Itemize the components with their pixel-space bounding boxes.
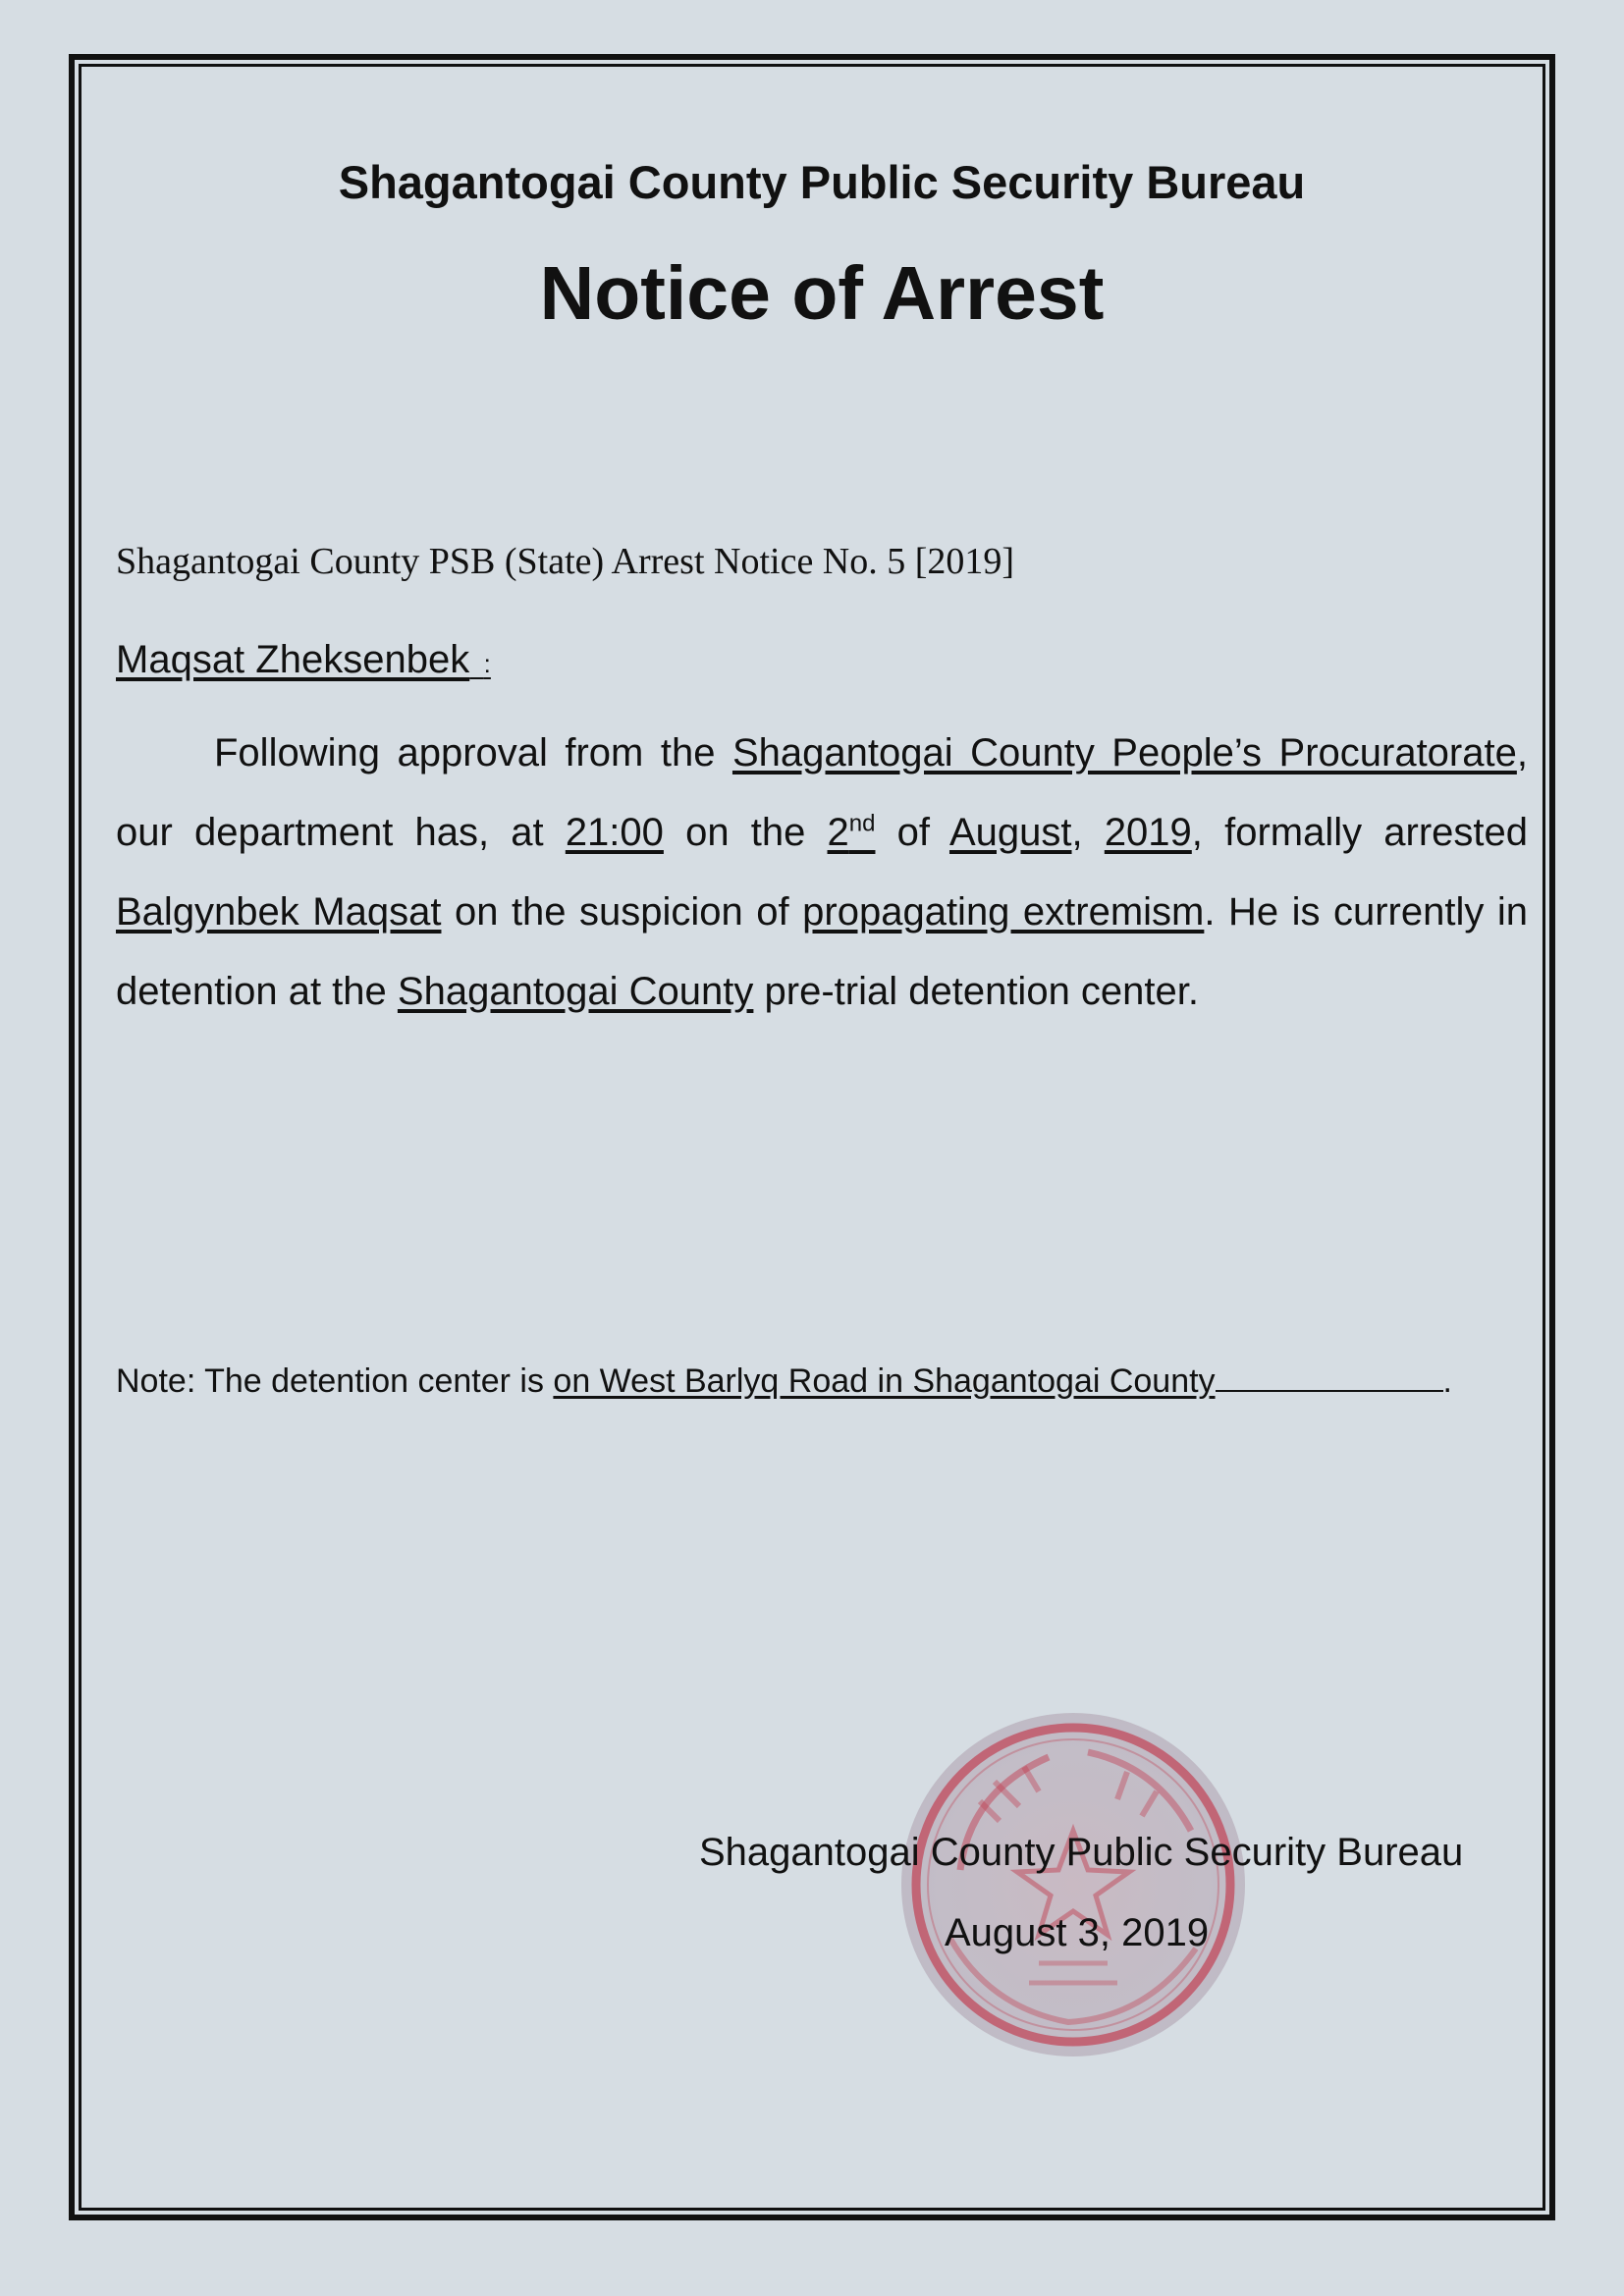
body-text-6: , formally arrested <box>1191 811 1529 854</box>
charge: propagating extremism <box>802 890 1205 934</box>
signing-date: August 3, 2019 <box>945 1911 1210 1954</box>
arrest-day: 2nd <box>827 810 876 854</box>
detention-county: Shagantogai County <box>397 970 754 1013</box>
addressee-line <box>116 638 491 682</box>
notice-body <box>116 714 1528 1032</box>
arrested-person: Balgynbek Maqsat <box>116 890 442 934</box>
body-text-4: of <box>875 811 949 854</box>
note-blank-line <box>1216 1362 1443 1392</box>
issuing-bureau-heading: Shagantogai County Public Security Bureau <box>338 156 1306 208</box>
detention-center-note <box>116 1362 1452 1401</box>
body-text-3: on the <box>663 811 828 854</box>
arrest-day-suffix: nd <box>848 810 876 837</box>
arrest-year: 2019 <box>1104 811 1192 854</box>
body-text-5: , <box>1071 811 1105 854</box>
body-text-1: Following approval from the <box>214 731 732 774</box>
addressee-name: Maqsat Zheksenbek <box>116 638 470 681</box>
detention-center-address: on West Barlyq Road in Shagantogai County <box>553 1362 1216 1400</box>
body-text-8: . He is currently in detention at the <box>116 890 1528 1013</box>
body-text-9: pre-trial detention center. <box>753 970 1199 1013</box>
notice-number: Shagantogai County PSB (State) Arrest Notice No. 5 [2019] <box>116 541 1015 582</box>
note-prefix: Note: The detention center is <box>116 1362 554 1400</box>
note-suffix: . <box>1442 1362 1452 1400</box>
arrest-month: August <box>948 811 1072 854</box>
official-seal-stamp <box>901 1713 1245 2056</box>
procuratorate-name: Shagantogai County People’s Procuratorate <box>731 731 1517 774</box>
addressee-colon: : <box>483 649 491 678</box>
signing-organization: Shagantogai County Public Security Bureau <box>699 1831 1464 1874</box>
body-text-2: , our department has, at <box>116 731 1528 854</box>
document-page <box>116 0 1528 2296</box>
body-text-7: on the suspicion of <box>441 890 803 934</box>
seal-graphic <box>901 1713 1245 2056</box>
arrest-time: 21:00 <box>565 811 664 854</box>
document-title: Notice of Arrest <box>539 251 1105 336</box>
